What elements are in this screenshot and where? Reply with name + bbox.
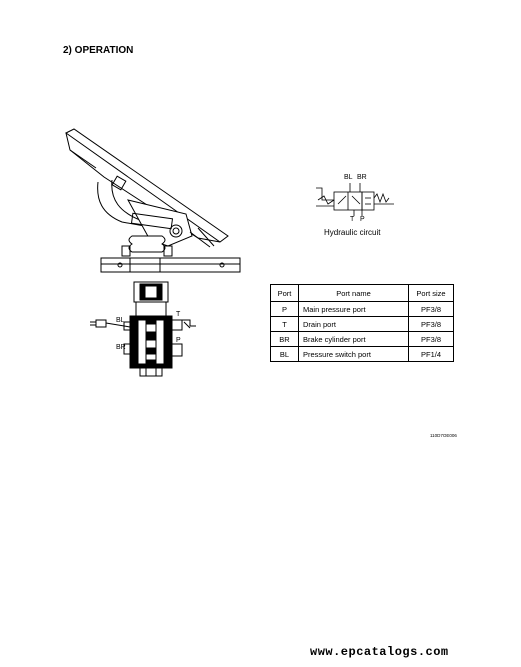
port-label-p: P: [176, 337, 181, 344]
port-label-br: BR: [116, 344, 126, 351]
port-table: [270, 284, 454, 362]
port-table-header: [271, 285, 454, 302]
hydraulic-circuit-symbol: [316, 183, 394, 216]
cell-port: T: [271, 317, 299, 332]
cell-port-name: Main pressure port: [299, 302, 409, 317]
header-port-size: Port size: [409, 285, 454, 302]
table-row: [271, 347, 454, 362]
pedal-assembly: [66, 129, 240, 272]
circuit-label-bl: BL: [344, 174, 353, 181]
table-row: [271, 302, 454, 317]
port-label-bl: BL: [116, 317, 125, 324]
cell-port: BL: [271, 347, 299, 362]
figure-code: 110D7OE006: [430, 433, 457, 438]
cell-port-name: Brake cylinder port: [299, 332, 409, 347]
header-port: Port: [271, 285, 299, 302]
port-label-t: T: [176, 311, 181, 318]
cell-port-size: PF3/8: [409, 317, 454, 332]
cell-port-size: PF1/4: [409, 347, 454, 362]
circuit-label-t: T: [350, 216, 355, 223]
valve-body: [90, 282, 196, 376]
cell-port-size: PF3/8: [409, 302, 454, 317]
circuit-caption: Hydraulic circuit: [324, 228, 381, 237]
section-heading: 2) OPERATION: [63, 45, 134, 56]
watermark-text: www.epcatalogs.com: [310, 645, 449, 659]
cell-port-name: Pressure switch port: [299, 347, 409, 362]
header-port-name: Port name: [299, 285, 409, 302]
cell-port: P: [271, 302, 299, 317]
cell-port: BR: [271, 332, 299, 347]
cell-port-name: Drain port: [299, 317, 409, 332]
circuit-label-p: P: [360, 216, 365, 223]
table-row: [271, 332, 454, 347]
circuit-label-br: BR: [357, 174, 367, 181]
cell-port-size: PF3/8: [409, 332, 454, 347]
table-row: [271, 317, 454, 332]
